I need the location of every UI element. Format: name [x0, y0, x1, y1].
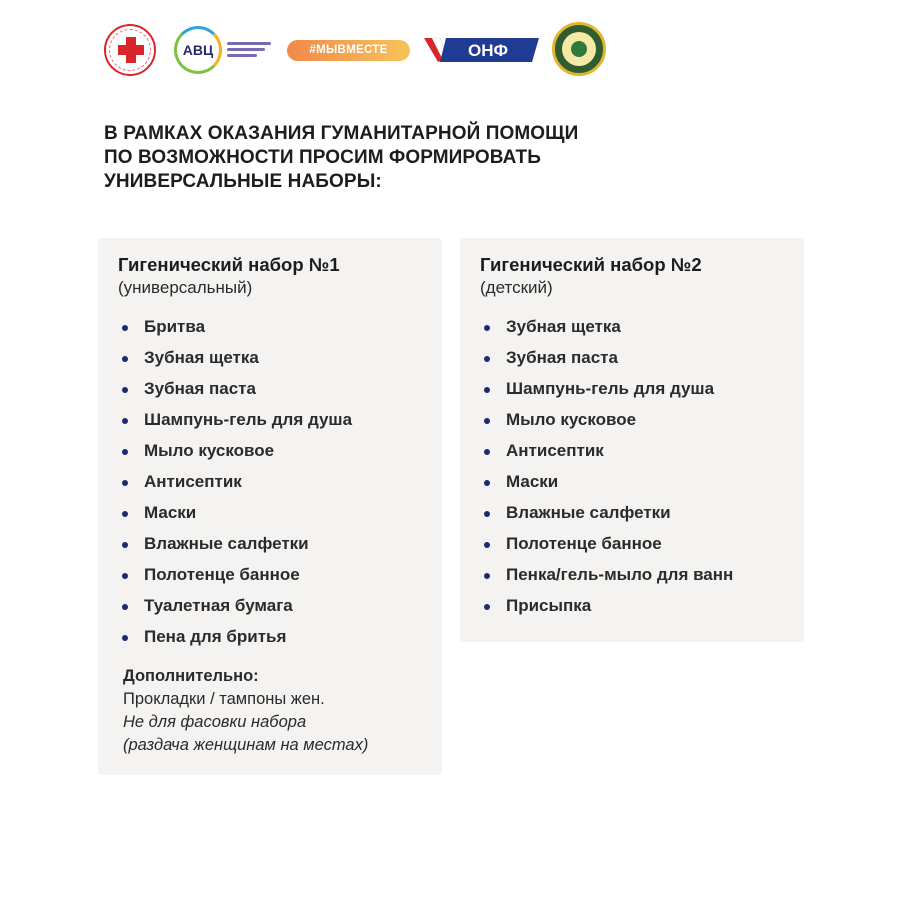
kit-extra-note — [123, 665, 433, 757]
partner-logos — [104, 22, 614, 78]
list-item: Влажные салфетки — [118, 533, 352, 564]
list-item: Антисептик — [480, 440, 733, 471]
emblem-logo — [552, 22, 606, 76]
kit-subtitle: (детский) — [480, 278, 553, 297]
list-item: Туалетная бумага — [118, 595, 352, 626]
kit-subtitle: (универсальный) — [118, 278, 253, 297]
list-item: Зубная паста — [480, 347, 733, 378]
onf-logo-text: ОНФ — [467, 41, 509, 60]
list-item: Пенка/гель-мыло для ванн — [480, 564, 733, 595]
list-item: Зубная щетка — [480, 316, 733, 347]
list-item: Бритва — [118, 316, 352, 347]
red-cross-logo — [104, 24, 156, 76]
list-item: Антисептик — [118, 471, 352, 502]
headline — [104, 122, 664, 194]
list-item: Мыло кусковое — [118, 440, 352, 471]
extra-line: Прокладки / тампоны жен. — [123, 690, 325, 708]
list-item: Маски — [480, 471, 733, 502]
kit-title: Гигенический набор №1 — [118, 254, 340, 275]
list-item: Влажные салфетки — [480, 502, 733, 533]
list-item: Зубная паста — [118, 378, 352, 409]
hashtag-logo: #МЫВМЕСТЕ — [287, 40, 410, 61]
kit-title: Гигенический набор №2 — [480, 254, 702, 275]
onf-logo — [424, 36, 539, 64]
headline-line-2: ПО ВОЗМОЖНОСТИ ПРОСИМ ФОРМИРОВАТЬ — [104, 147, 542, 168]
extra-note-1: Не для фасовки набора — [123, 713, 307, 731]
list-item: Маски — [118, 502, 352, 533]
list-item: Полотенце банное — [118, 564, 352, 595]
headline-line-3: УНИВЕРСАЛЬНЫЕ НАБОРЫ: — [104, 171, 382, 192]
kit-card-1 — [98, 238, 442, 775]
kit-card-2 — [460, 238, 804, 642]
extra-note-2: (раздача женщинам на местах) — [123, 736, 369, 754]
headline-line-1: В РАМКАХ ОКАЗАНИЯ ГУМАНИТАРНОЙ ПОМОЩИ — [104, 123, 579, 144]
list-item: Шампунь-гель для душа — [480, 378, 733, 409]
list-item: Зубная щетка — [118, 347, 352, 378]
extra-heading: Дополнительно: — [123, 667, 259, 685]
kit-item-list — [118, 316, 352, 657]
list-item: Пена для бритья — [118, 626, 352, 657]
kit-item-list — [480, 316, 733, 626]
list-item: Полотенце банное — [480, 533, 733, 564]
list-item: Присыпка — [480, 595, 733, 626]
list-item: Мыло кусковое — [480, 409, 733, 440]
avc-logo: АВЦ — [174, 26, 272, 74]
list-item: Шампунь-гель для душа — [118, 409, 352, 440]
